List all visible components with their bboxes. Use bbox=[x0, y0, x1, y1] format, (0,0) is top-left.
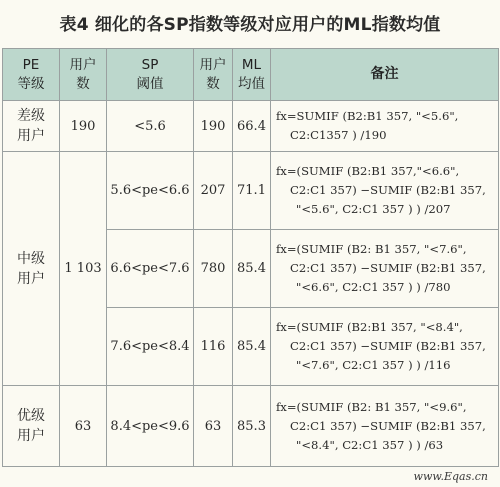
sp-threshold-cell: <5.6 bbox=[107, 101, 194, 152]
note-cell bbox=[271, 308, 499, 386]
formula-line: fx=(SUMIF (B2:B1 357, "<8.4", bbox=[276, 320, 463, 334]
formula-line: fx=(SUMIF (B2:B1 357,"<6.6", bbox=[276, 164, 460, 178]
header-users2-line1: 用户 bbox=[199, 56, 227, 73]
header-user-count bbox=[60, 49, 107, 101]
note-cell bbox=[271, 152, 499, 230]
sp-threshold-cell: 5.6<pe<6.6 bbox=[107, 152, 194, 230]
formula-line: C2:C1 357) −SUMIF (B2:B1 357, bbox=[290, 261, 486, 275]
pe-level-line1: 差级 bbox=[17, 108, 45, 124]
user-count-2-cell: 780 bbox=[194, 230, 233, 308]
user-count-2-cell: 63 bbox=[194, 386, 233, 467]
header-users2-line2: 数 bbox=[206, 75, 220, 92]
user-count-2-cell: 207 bbox=[194, 152, 233, 230]
table-row bbox=[3, 152, 499, 230]
sp-threshold-cell: 8.4<pe<9.6 bbox=[107, 386, 194, 467]
pe-level-cell bbox=[3, 152, 60, 386]
ml-mean-cell: 85.4 bbox=[233, 308, 271, 386]
header-ml-line2: 均值 bbox=[238, 75, 265, 92]
header-pe-level bbox=[3, 49, 60, 101]
ml-mean-cell: 66.4 bbox=[233, 101, 271, 152]
ml-mean-cell: 71.1 bbox=[233, 152, 271, 230]
watermark: www.Eqas.cn bbox=[413, 470, 488, 483]
user-count-cell: 63 bbox=[60, 386, 107, 467]
table-row bbox=[3, 386, 499, 467]
header-user-count-2 bbox=[194, 49, 233, 101]
header-sp-line2: 阈值 bbox=[136, 75, 164, 92]
formula-line: fx=SUMIF (B2:B1 357, "<5.6", bbox=[276, 109, 459, 123]
formula-line: "<8.4", C2:C1 357 ) ) /63 bbox=[296, 437, 444, 452]
pe-level-line2: 用户 bbox=[17, 270, 45, 287]
formula-line: "<5.6", C2:C1 357 ) ) /207 bbox=[296, 202, 451, 216]
header-users1-line2: 数 bbox=[76, 75, 90, 92]
header-ml-mean bbox=[233, 49, 271, 101]
note-cell bbox=[271, 386, 499, 467]
user-count-cell: 190 bbox=[60, 101, 107, 152]
formula-line: fx=(SUMIF (B2: B1 357, "<7.6", bbox=[276, 242, 467, 256]
formula-line: C2:C1357 ) /190 bbox=[290, 128, 387, 142]
formula-line: C2:C1 357) −SUMIF (B2:B1 357, bbox=[290, 418, 486, 433]
ml-mean-cell: 85.3 bbox=[233, 386, 271, 467]
ml-index-table bbox=[2, 48, 499, 467]
formula-line: C2:C1 357) −SUMIF (B2:B1 357, bbox=[290, 339, 486, 353]
sp-threshold-cell: 7.6<pe<8.4 bbox=[107, 308, 194, 386]
header-sp-line1: SP bbox=[141, 56, 159, 73]
pe-level-line1: 优级 bbox=[17, 408, 45, 424]
header-pe-line2: 等级 bbox=[17, 75, 45, 92]
sp-threshold-cell: 6.6<pe<7.6 bbox=[107, 230, 194, 308]
user-count-cell: 1 103 bbox=[60, 152, 107, 386]
pe-level-line1: 中级 bbox=[17, 250, 45, 267]
header-row bbox=[3, 49, 499, 101]
formula-line: fx=(SUMIF (B2: B1 357, "<9.6", bbox=[276, 399, 467, 414]
table-title: 表4 细化的各SP指数等级对应用户的ML指数均值 bbox=[59, 15, 441, 35]
header-users1-line1: 用户 bbox=[69, 56, 97, 73]
header-ml-line1: ML bbox=[241, 56, 262, 73]
formula-line: "<6.6", C2:C1 357 ) ) /780 bbox=[296, 280, 451, 294]
formula-line: "<7.6", C2:C1 357 ) ) /116 bbox=[296, 358, 451, 372]
header-pe-line1: PE bbox=[22, 56, 40, 73]
formula-line: C2:C1 357) −SUMIF (B2:B1 357, bbox=[290, 183, 486, 197]
user-count-2-cell: 116 bbox=[194, 308, 233, 386]
pe-level-cell bbox=[3, 101, 60, 152]
ml-mean-cell: 85.4 bbox=[233, 230, 271, 308]
header-sp-threshold bbox=[107, 49, 194, 101]
table-row bbox=[3, 101, 499, 152]
note-cell bbox=[271, 101, 499, 152]
user-count-2-cell: 190 bbox=[194, 101, 233, 152]
note-cell bbox=[271, 230, 499, 308]
pe-level-line2: 用户 bbox=[17, 428, 45, 444]
pe-level-cell bbox=[3, 386, 60, 467]
pe-level-line2: 用户 bbox=[17, 128, 45, 144]
header-note: 备注 bbox=[271, 49, 499, 101]
